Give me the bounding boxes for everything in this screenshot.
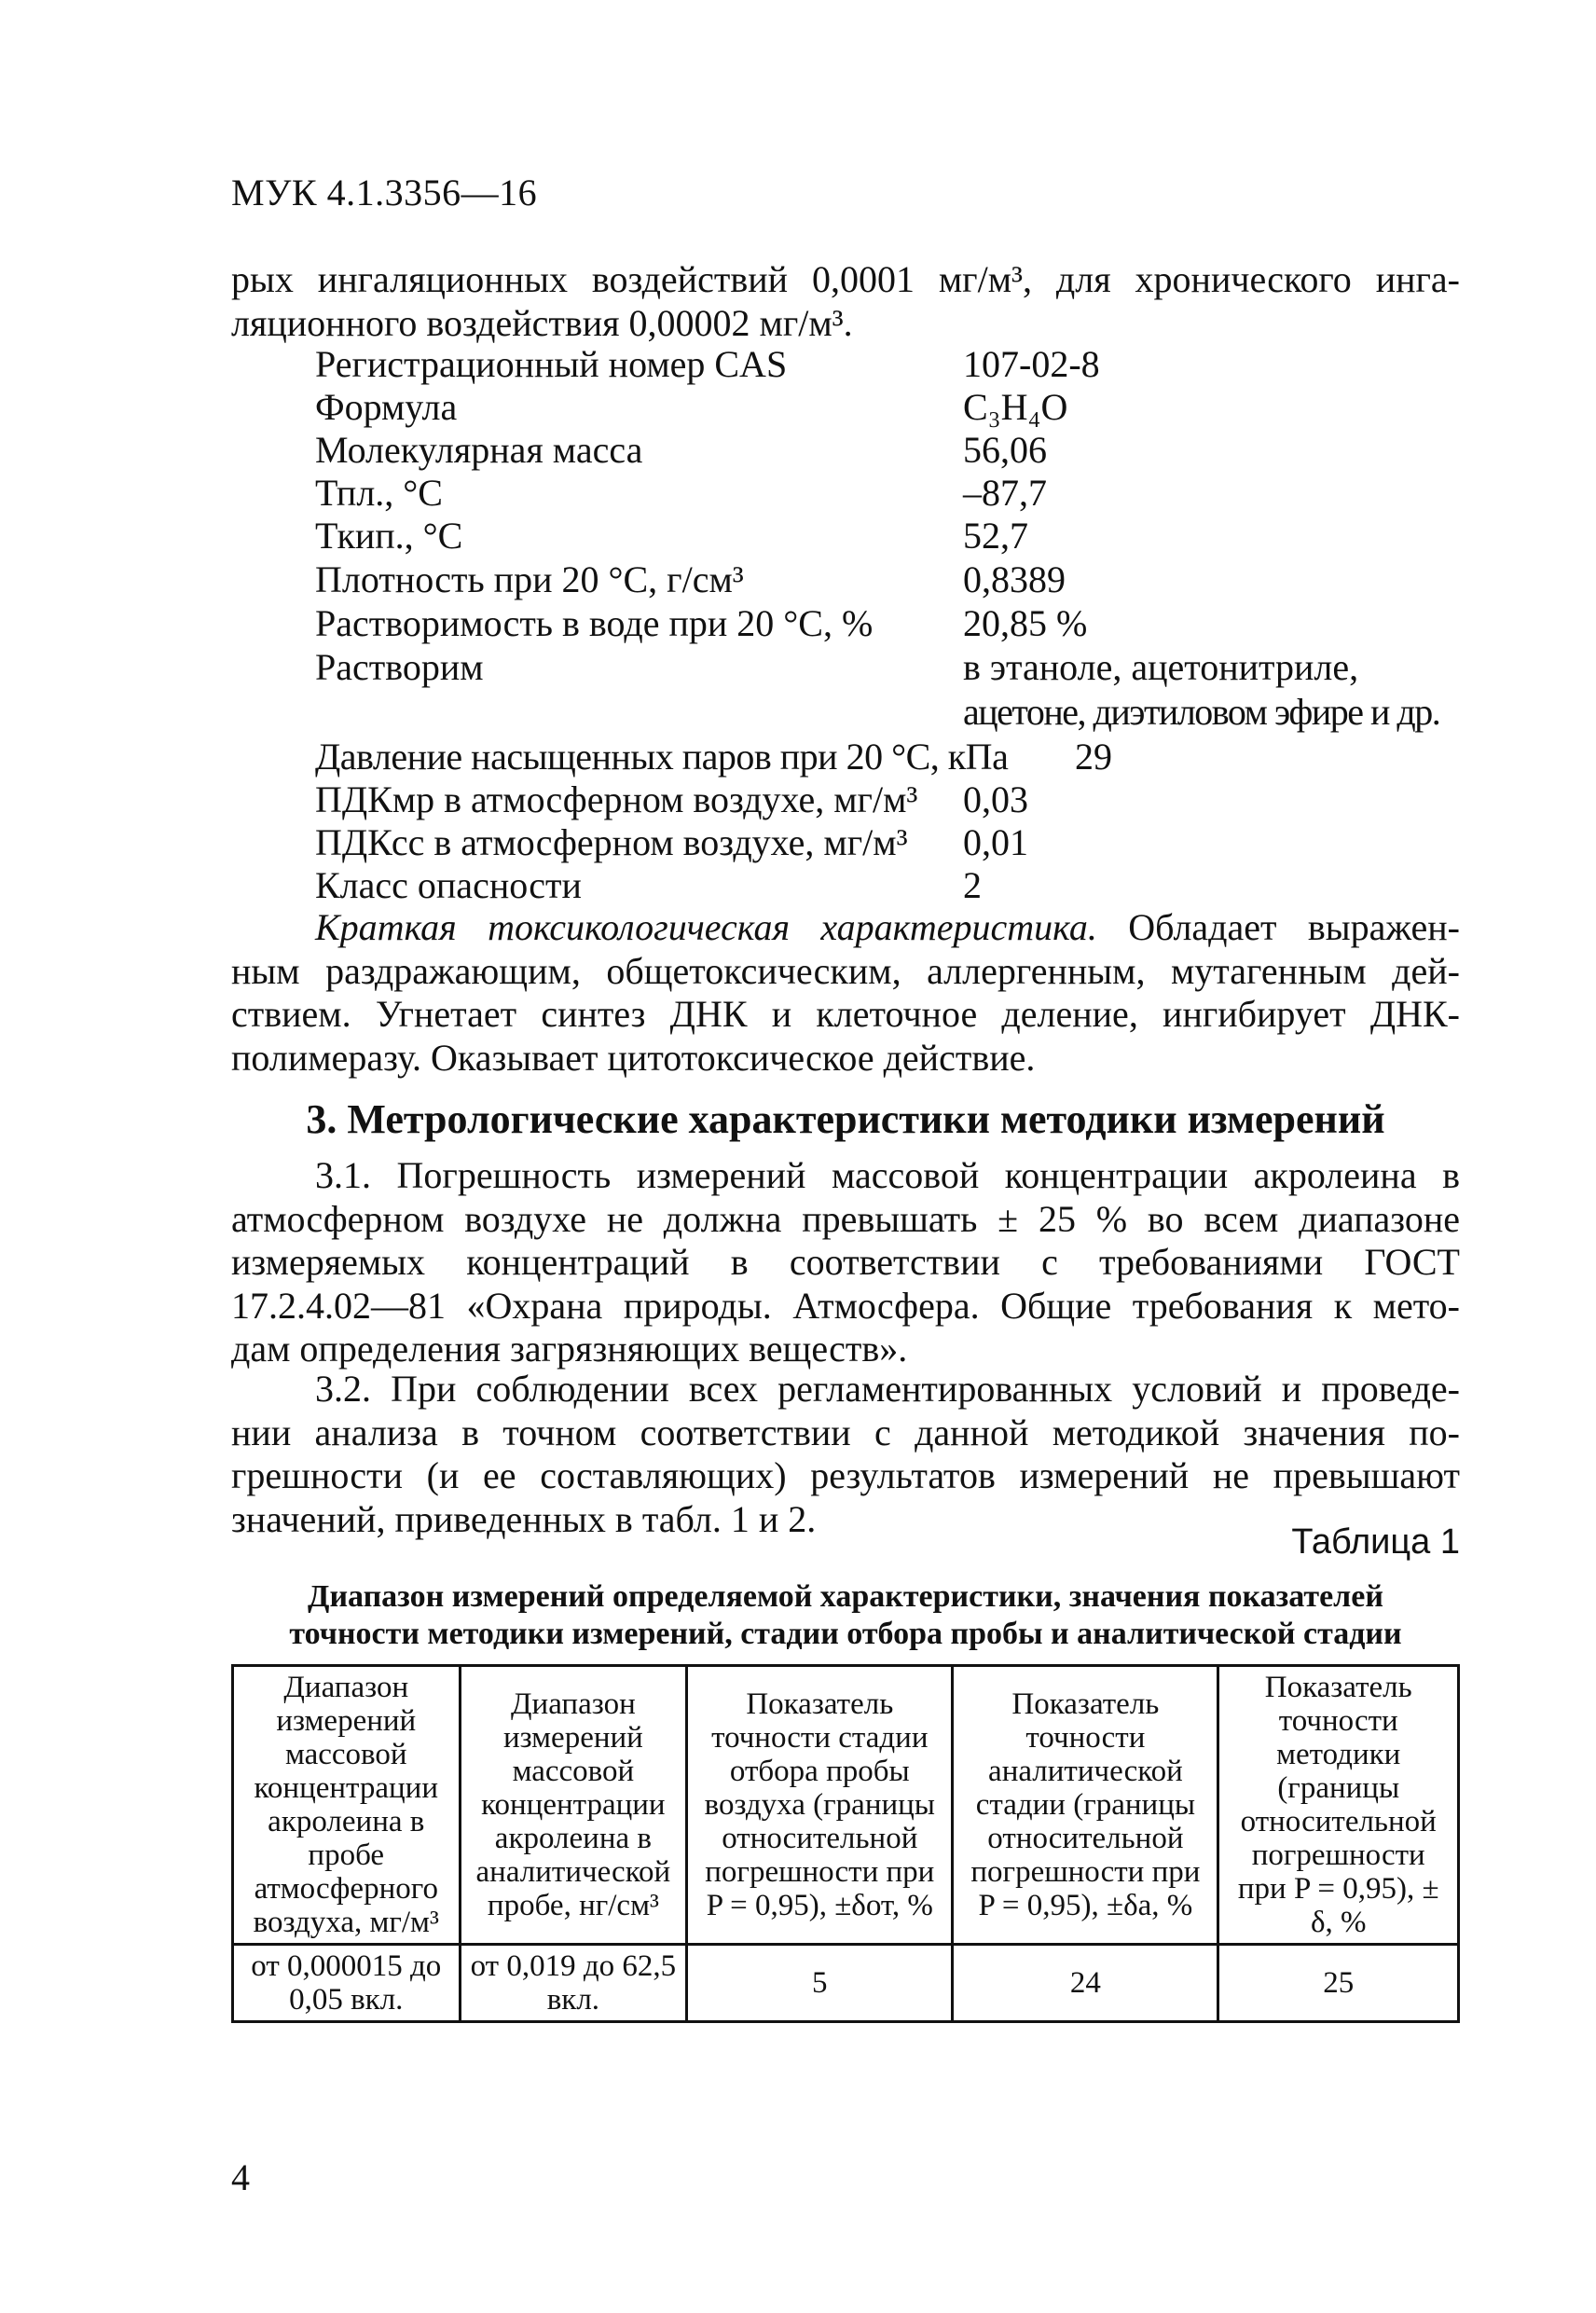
p32-line-1: 3.2. При соблюдении всех регламентированных условий и проведе- [315,1368,1460,1410]
tox-line-3: ствием. Угнетает синтез ДНК и клеточное деление, ингибирует ДНК- [231,993,1460,1035]
p32-line-3: грешности (и ее составляющих) результатов измерений не превышают [231,1454,1460,1496]
prop-value-formula: C₃H₄O [963,386,1068,428]
document-header: МУК 4.1.3356—16 [231,172,538,213]
prop-value-soluble-in: в этаноле, ацетонитриле, [963,646,1359,688]
prop-label-molar-mass: Молекулярная масса [315,429,643,471]
section-title: 3. Метрологические характеристики методики измерений [306,1096,1385,1142]
page-number: 4 [231,2156,250,2198]
tox-lead: Краткая токсикологическая характеристика. [315,906,1097,948]
table-header-row [233,1666,1459,1945]
paragraph-3-1 [231,1154,1460,1371]
table-cell: от 0,019 до 62,5 вкл. [460,1945,687,2022]
p32-line-2: нии анализа в точном соответствии с данной методикой значения по- [231,1411,1460,1453]
table-title [231,1578,1460,1653]
p31-line-1: 3.1. Погрешность измерений массовой концентрации акролеина в [315,1154,1460,1196]
prop-label-cas: Регистрационный номер CAS [315,343,788,385]
p31-line-3: измеряемых концентраций в соответствии с требованиями ГОСТ [231,1241,1460,1283]
table-row [233,1945,1459,2022]
table-cell: 24 [953,1945,1218,2022]
prop-value-melting: –87,7 [963,472,1047,514]
p32-line-4: значений, приведенных в табл. 1 и 2. [231,1497,817,1540]
accuracy-table [231,1664,1460,2023]
prop-label-vapor-pressure: Давление насыщенных паров при 20 °С, кПа [315,736,1009,778]
prop-value-pdk-ss: 0,01 [963,821,1028,863]
table-title-line-2: точности методики измерений, стадии отбора пробы и аналитической стадии [289,1617,1402,1651]
table-header-cell: Диапазон измерений массовой концентрации акролеина в пробе атмосферного воздуха, мг/м³ [233,1666,461,1945]
prop-label-melting: Тпл., °С [315,472,443,514]
table-header-cell: Показатель точности стадии отбора пробы воздуха (границы относительной погрешности при P = 0,95), ±δот, % [687,1666,953,1945]
tox-paragraph [231,906,1460,1080]
paragraph-3-2 [231,1368,1460,1541]
prop-value-pdk-mr: 0,03 [963,778,1028,820]
table-title-line-1: Диапазон измерений определяемой характеристики, значения показателей [308,1579,1383,1614]
table-header-cell: Показатель точности аналитической стадии (границы относительной погрешности при P = 0,95), ±δа, % [953,1666,1218,1945]
prop-value-vapor-pressure: 29 [1075,736,1112,778]
tox-line-1-rest: Обладает выражен- [1096,906,1460,948]
table-cell: 25 [1218,1945,1459,2022]
intro-line-1: рых ингаляционных воздействий 0,0001 мг/м³, для хронического инга- [231,258,1460,300]
table-header-cell: Диапазон измерений массовой концентрации акролеина в аналитической пробе, нг/см³ [460,1666,687,1945]
prop-label-pdk-ss: ПДКсс в атмосферном воздухе, мг/м³ [315,821,908,863]
prop-value-cas: 107-02-8 [963,343,1100,385]
table-cell: 5 [687,1945,953,2022]
p31-line-5: дам определения загрязняющих веществ». [231,1328,908,1370]
prop-value-hazard-class: 2 [963,864,982,906]
prop-value-boiling: 52,7 [963,515,1028,557]
prop-value-solubility: 20,85 % [963,602,1088,644]
prop-label-soluble-in: Растворим [315,646,484,688]
prop-value-molar-mass: 56,06 [963,429,1047,471]
intro-line-2: ляционного воздействия 0,00002 мг/м³. [231,301,853,344]
prop-value-soluble-in-cont: ацетоне, диэтиловом эфире и др. [963,691,1440,733]
prop-label-solubility: Растворимость в воде при 20 °С, % [315,602,874,644]
tox-line-2: ным раздражающим, общетоксическим, аллергенным, мутагенным дей- [231,949,1460,992]
prop-label-pdk-mr: ПДКмр в атмосферном воздухе, мг/м³ [315,778,918,820]
tox-line-1 [231,906,1460,950]
intro-paragraph [231,258,1460,345]
prop-label-boiling: Ткип., °С [315,515,463,557]
prop-label-density: Плотность при 20 °С, г/см³ [315,558,744,600]
tox-line-4: полимеразу. Оказывает цитотоксическое действие. [231,1036,1036,1079]
p31-line-2: атмосферном воздухе не должна превышать ± 25 % во всем диапазоне [231,1197,1460,1240]
table-header-cell: Показатель точности методики (границы относительной погрешности при P = 0,95), ± δ, % [1218,1666,1459,1945]
prop-label-formula: Формула [315,386,458,428]
p31-line-4: 17.2.4.02—81 «Охрана природы. Атмосфера. Общие требования к мето- [231,1284,1460,1327]
table-cell: от 0,000015 до 0,05 вкл. [233,1945,461,2022]
prop-label-hazard-class: Класс опасности [315,864,582,906]
prop-value-density: 0,8389 [963,558,1066,600]
table-label: Таблица 1 [1291,1522,1460,1562]
